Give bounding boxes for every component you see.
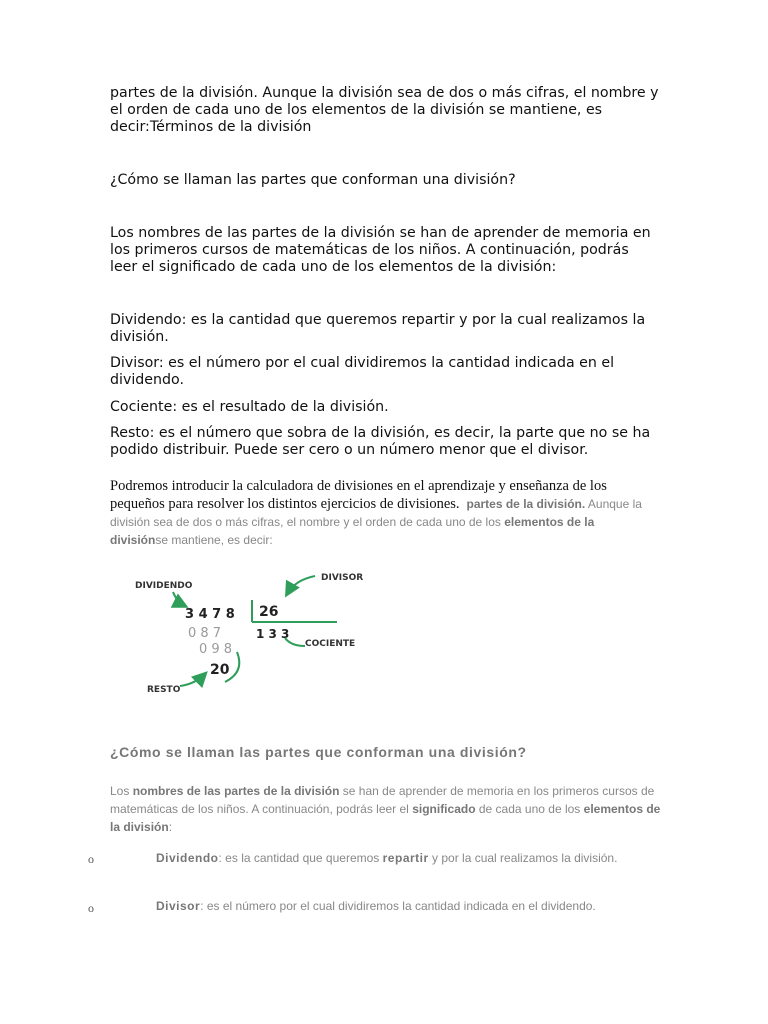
bullet-divisor: [110, 898, 670, 914]
term-divisor: Divisor: [156, 899, 201, 913]
bold-repartir: repartir: [382, 851, 429, 865]
resto-definition: Resto: es el número que sobra de la división, es decir, la parte que no se ha podido distribuir. Puede ser cero o un número menor que el divisor.: [110, 425, 651, 458]
b1-text-b: y por la cual realizamos la división.: [432, 851, 618, 865]
question-paragraph: ¿Cómo se llaman las partes que conforman una división?: [110, 172, 516, 188]
divisor-definition: Divisor: es el número por el cual dividiremos la cantidad indicada en el dividendo.: [110, 355, 615, 388]
b1-text-a: : es la cantidad que queremos: [218, 851, 380, 865]
copied-rest1: Aunque la división sea de dos o más cifras, el nombre y el orden de cada uno de los: [110, 497, 642, 529]
quotient-number: 1 3 3: [256, 627, 290, 641]
division-diagram: [125, 562, 415, 702]
term-dividendo: Dividendo: [156, 851, 219, 865]
text-end: :: [168, 820, 173, 834]
cociente-label: COCIENTE: [305, 639, 356, 649]
bullet-1-marker: o: [88, 852, 94, 866]
dividend-number: 3 4 7 8: [185, 607, 235, 622]
dividendo-label: DIVIDENDO: [135, 581, 193, 591]
resto-arrow: [180, 674, 205, 686]
serif-text: Podremos introducir la calculadora de divisiones en el aprendizaje y enseñanza de los pequeños para resolver los distintos ejercicios de divisiones.: [110, 478, 607, 512]
intro-paragraph: partes de la división. Aunque la división sea de dos o más cifras, el nombre y el orden de cada uno de los elementos de la división se mantiene, es decir:Términos de la división: [110, 85, 659, 135]
bold-elementos-2: elementos de la división: [110, 802, 661, 834]
bold-nombres: nombres de las partes de la división: [132, 784, 340, 798]
divisor-number: 26: [259, 604, 279, 620]
partial-remainder-1: 0 8 7: [188, 626, 222, 641]
resto-label: RESTO: [147, 685, 181, 695]
divisor-arrow: [287, 576, 315, 594]
dividendo-definition: Dividendo: es la cantidad que queremos repartir y por la cual realizamos la división.: [110, 312, 646, 345]
copied-paragraph: [110, 477, 655, 549]
names-paragraph: Los nombres de las partes de la división se han de aprender de memoria en los primeros cursos de matemáticas de los niños. A continuación, podrás leer el significado de cada uno de los elementos de la división:: [110, 225, 651, 275]
cociente-definition: Cociente: es el resultado de la división.: [110, 399, 389, 415]
text-mid: se han de aprender de memoria en los primeros cursos de matemáticas de los niños. A continuación, podrás leer el: [110, 784, 655, 816]
dividendo-arrow: [173, 592, 185, 606]
copied-rest2: se mantiene, es decir:: [155, 533, 273, 547]
b2-text-a: : es el número por el cual dividiremos la cantidad indicada en el dividendo.: [200, 899, 596, 913]
section-paragraph: [110, 782, 665, 836]
partial-remainder-2: 0 9 8: [199, 642, 233, 657]
text-mid2: de cada uno de los: [478, 802, 581, 816]
divisor-label: DIVISOR: [321, 573, 364, 583]
bold-partes: partes de la división.: [466, 497, 586, 511]
remainder-number: 20: [210, 662, 230, 678]
bold-elementos: elementos de la división: [110, 515, 595, 547]
text-los: Los: [110, 784, 130, 798]
bold-significado: significado: [412, 802, 476, 816]
bullet-2-marker: o: [88, 901, 94, 915]
bullet-dividendo: [110, 850, 630, 866]
section-heading: ¿Cómo se llaman las partes que conforman una división?: [110, 744, 527, 760]
